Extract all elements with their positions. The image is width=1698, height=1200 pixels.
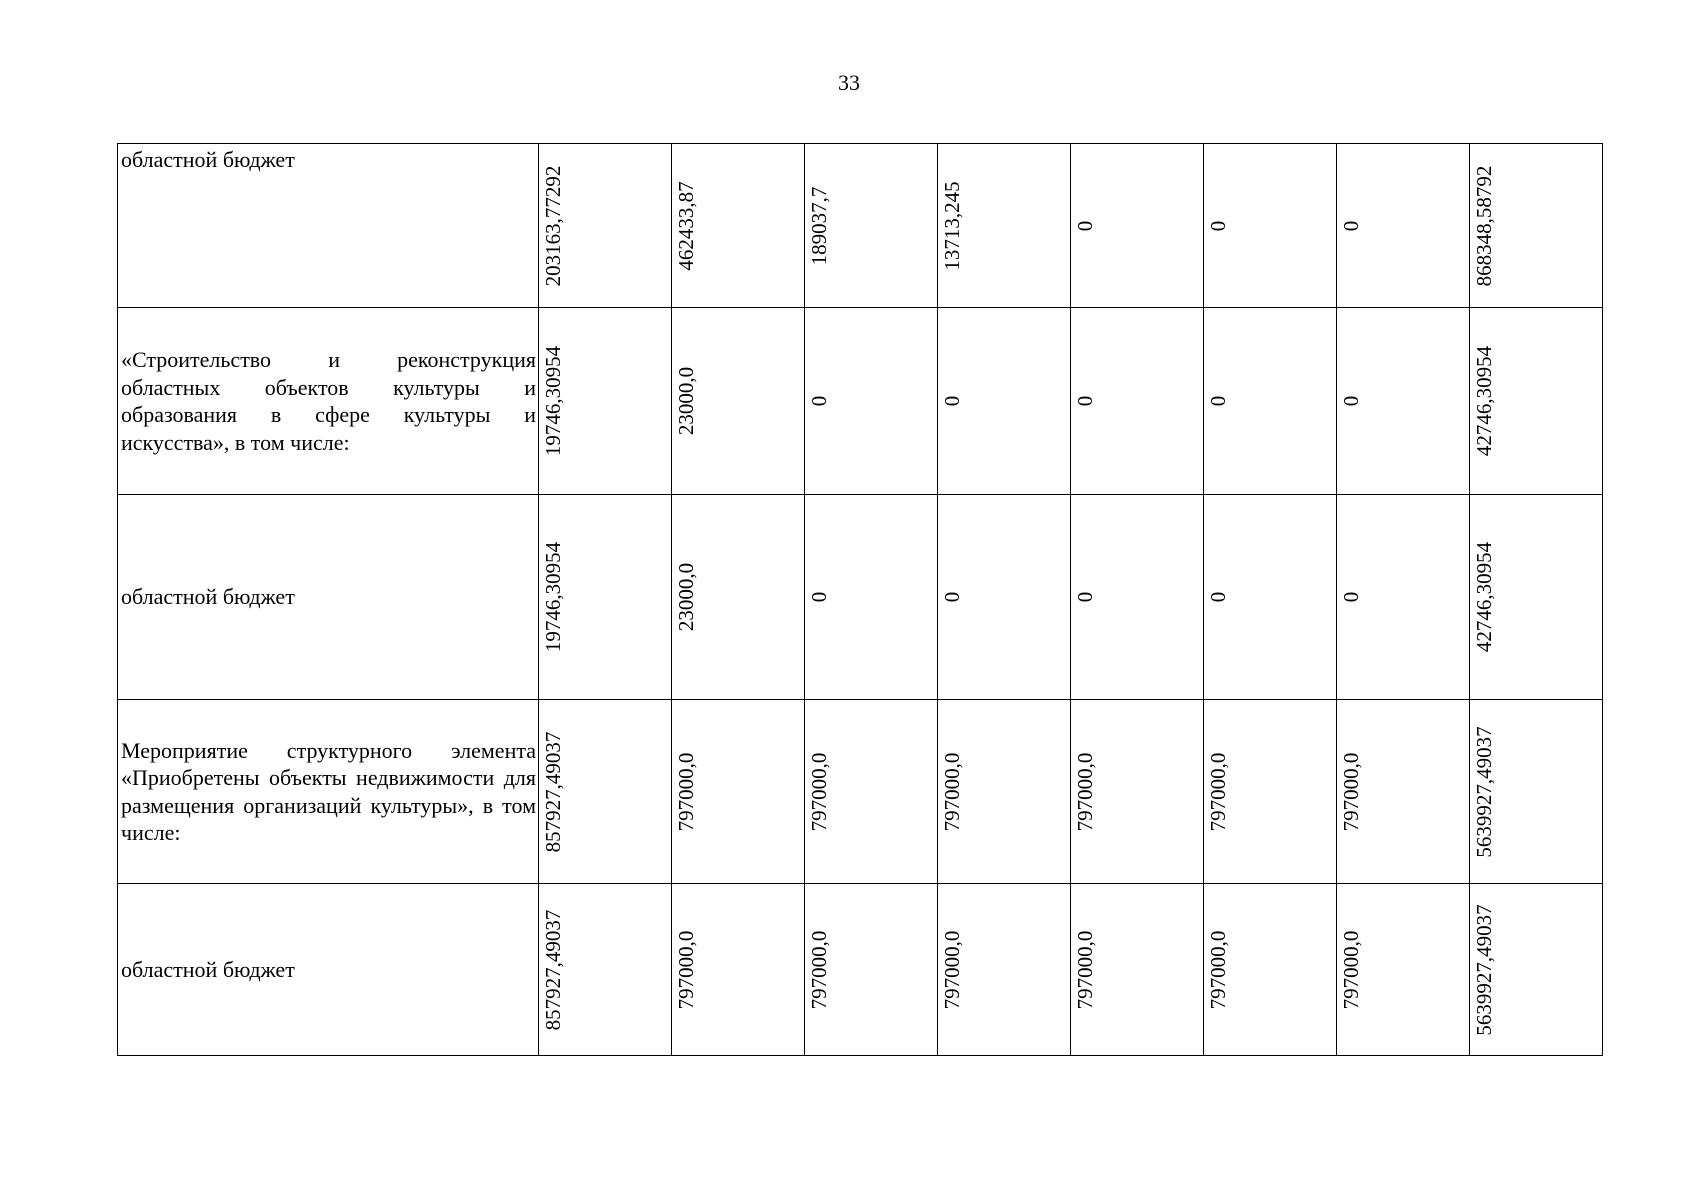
value-text: 857927,49037 <box>541 731 565 852</box>
value-cell <box>938 495 1071 700</box>
value-text: 42746,30954 <box>1472 541 1496 653</box>
budget-table <box>117 143 1603 1056</box>
value-text: 0 <box>1073 591 1097 603</box>
value-cell <box>1204 308 1337 495</box>
value-text: 797000,0 <box>940 752 964 831</box>
value-cell <box>1337 884 1470 1056</box>
value-text: 203163,77292 <box>541 165 565 286</box>
value-cell <box>672 495 805 700</box>
value-text: 0 <box>940 395 964 407</box>
value-text: 797000,0 <box>1206 930 1230 1009</box>
value-text: 0 <box>1339 220 1363 231</box>
value-cell <box>1337 495 1470 700</box>
value-cell <box>1204 144 1337 308</box>
value-text: 13713,245 <box>940 180 964 271</box>
value-text: 0 <box>807 395 831 407</box>
value-cell <box>1071 884 1204 1056</box>
row-label: областной бюджет <box>118 884 539 1056</box>
value-text: 797000,0 <box>674 930 698 1009</box>
value-cell <box>1071 495 1204 700</box>
value-cell <box>938 884 1071 1056</box>
value-cell <box>539 308 672 495</box>
value-text: 0 <box>1206 395 1230 407</box>
value-text: 797000,0 <box>674 752 698 831</box>
value-text: 462433,87 <box>674 180 698 271</box>
value-text: 19746,30954 <box>541 345 565 457</box>
value-cell <box>539 884 672 1056</box>
value-text: 857927,49037 <box>541 909 565 1030</box>
value-cell <box>805 308 938 495</box>
value-cell <box>672 700 805 884</box>
table-row <box>118 144 1603 308</box>
value-cell <box>1071 144 1204 308</box>
value-cell <box>1337 700 1470 884</box>
value-cell <box>539 144 672 308</box>
value-text: 797000,0 <box>1073 752 1097 831</box>
value-text: 797000,0 <box>1339 930 1363 1009</box>
value-text: 0 <box>807 591 831 603</box>
table-row <box>118 700 1603 884</box>
value-text: 19746,30954 <box>541 541 565 653</box>
value-cell <box>672 144 805 308</box>
value-text: 23000,0 <box>674 366 698 436</box>
total-cell <box>1470 700 1603 884</box>
total-cell <box>1470 495 1603 700</box>
value-text: 23000,0 <box>674 562 698 632</box>
value-text: 797000,0 <box>807 752 831 831</box>
value-cell <box>539 495 672 700</box>
value-text: 797000,0 <box>807 930 831 1009</box>
value-cell <box>805 144 938 308</box>
table-row <box>118 884 1603 1056</box>
value-cell <box>1071 700 1204 884</box>
total-cell <box>1470 884 1603 1056</box>
total-cell <box>1470 308 1603 495</box>
value-text: 42746,30954 <box>1472 345 1496 457</box>
value-text: 0 <box>1073 220 1097 231</box>
value-cell <box>1337 308 1470 495</box>
page-number: 33 <box>838 70 860 95</box>
value-cell <box>938 700 1071 884</box>
value-cell <box>805 884 938 1056</box>
row-label: «Строительство и реконструкция областных объектов культуры и образования в сфере культуры и искусства», в том числе: <box>118 308 539 495</box>
total-cell <box>1470 144 1603 308</box>
value-cell <box>938 308 1071 495</box>
value-cell <box>1204 495 1337 700</box>
value-cell <box>1204 884 1337 1056</box>
value-cell <box>672 884 805 1056</box>
row-label: Мероприятие структурного элемента «Приобретены объекты недвижимости для размещения организаций культуры», в том числе: <box>118 700 539 884</box>
value-text: 0 <box>1206 220 1230 231</box>
value-cell <box>672 308 805 495</box>
value-cell <box>1337 144 1470 308</box>
table-row <box>118 495 1603 700</box>
value-cell <box>1204 700 1337 884</box>
row-label: областной бюджет <box>118 144 539 308</box>
table-row <box>118 308 1603 495</box>
value-text: 189037,7 <box>807 186 831 265</box>
value-cell <box>539 700 672 884</box>
value-text: 797000,0 <box>1073 930 1097 1009</box>
value-text: 5639927,49037 <box>1472 903 1496 1036</box>
value-cell <box>805 495 938 700</box>
value-cell <box>805 700 938 884</box>
value-cell <box>1071 308 1204 495</box>
value-text: 5639927,49037 <box>1472 725 1496 858</box>
value-text: 0 <box>1206 591 1230 603</box>
value-text: 797000,0 <box>940 930 964 1009</box>
value-text: 868348,58792 <box>1472 165 1496 286</box>
value-cell <box>938 144 1071 308</box>
value-text: 797000,0 <box>1206 752 1230 831</box>
value-text: 0 <box>1339 591 1363 603</box>
value-text: 0 <box>1073 395 1097 407</box>
value-text: 797000,0 <box>1339 752 1363 831</box>
row-label: областной бюджет <box>118 495 539 700</box>
value-text: 0 <box>940 591 964 603</box>
value-text: 0 <box>1339 395 1363 407</box>
